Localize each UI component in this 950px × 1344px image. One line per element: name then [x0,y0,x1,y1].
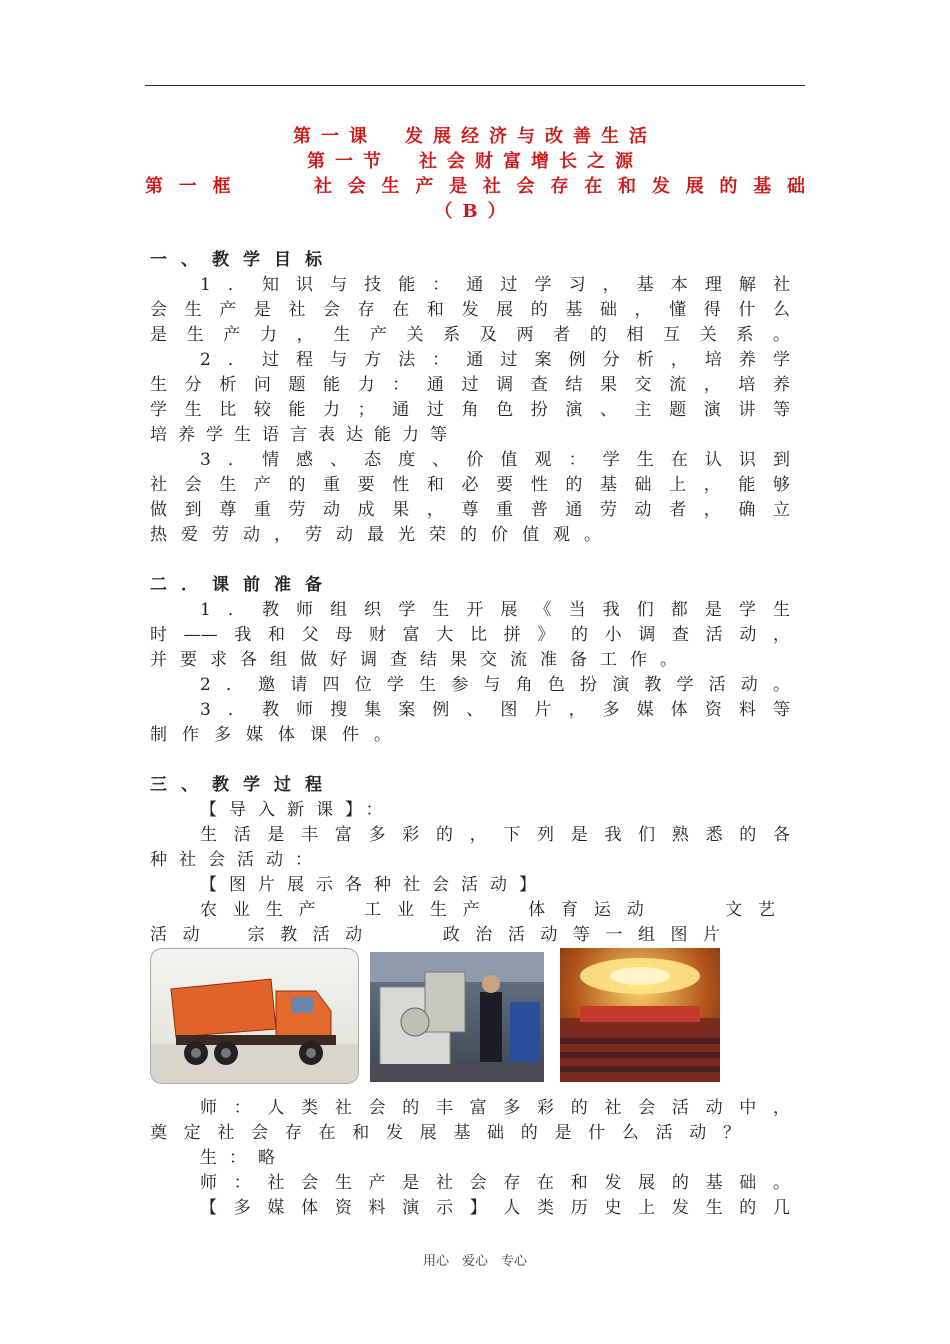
paragraph-line: 时——我和父母财富大比拼》的小调查活动， [150,625,790,645]
paragraph-line: 3．教师搜集案例、图片，多媒体资料等 [200,700,790,720]
paragraph-line: 社会生产的重要性和必要性的基础上，能够 [150,475,790,495]
document-body-continued [150,1096,790,1221]
paragraph-line: 学生比较能力；通过角色扮演、主题演讲等 [150,400,790,420]
page-footer: 用心 爱心 专心 [422,1254,527,1269]
section-heading-preparation: 二．课前准备 [150,575,336,595]
paragraph-line: 【多媒体资料演示】人类历史上发生的几 [200,1198,790,1218]
paragraph-line: 师：社会生产是社会存在和发展的基础。 [200,1173,790,1193]
document-titles [145,124,805,224]
paragraph-line: 农业生产 工业生产 体育运动 文艺 [200,900,775,920]
paragraph-line: 生活是丰富多彩的，下列是我们熟悉的各 [200,825,790,845]
section-heading-process: 三、教学过程 [150,775,336,795]
paragraph-line: 1．教师组织学生开展《当我们都是学生 [200,600,790,620]
paragraph-line: 1．知识与技能：通过学习，基本理解社 [200,275,790,295]
paragraph-line: 是生产力，生产关系及两者的相互关系。 [150,325,790,345]
industrial-machine-image [370,952,544,1082]
paragraph-line: 师：人类社会的丰富多彩的社会活动中， [200,1098,790,1118]
paragraph-line: 并要求各组做好调查结果交流准备工作。 [150,650,690,670]
section-title: 第一节 社会财富增长之源 [307,151,643,172]
paragraph-line: 2．过程与方法：通过案例分析，培养学 [200,350,790,370]
paragraph-line: 3．情感、态度、价值观：学生在认识到 [200,450,790,470]
paragraph-line: 生：略 [200,1148,287,1168]
header-rule [145,85,805,86]
paragraph-line: 热爱劳动，劳动最光荣的价值观。 [150,525,615,545]
paragraph-line: 做到尊重劳动成果，尊重普通劳动者，确立 [150,500,790,520]
dump-truck-image [150,948,359,1084]
version-label: （B） [434,201,516,222]
frame-title: 第一框 社会生产是社会存在和发展的基础 [145,176,805,197]
paragraph-line: 会生产是社会存在和发展的基础，懂得什么 [150,300,790,320]
paragraph-line: 种社会活动： [150,850,324,870]
paragraph-line: 活动 宗教活动 政治活动等一组图片 [150,925,720,945]
paragraph-line: 培养学生语言表达能力等 [150,425,458,445]
document-body [150,248,790,948]
paragraph-line: 奠定社会存在和发展基础的是什么活动？ [150,1123,740,1143]
paragraph-line: 制作多媒体课件。 [150,725,406,745]
activity-pictures [0,948,950,1084]
paragraph-line: 【导入新课】： [200,800,395,820]
paragraph-line: 2．邀请四位学生参与角色扮演教学活动。 [200,675,790,695]
section-heading-goals: 一、教学目标 [150,250,336,270]
assembly-hall-image [560,948,720,1082]
paragraph-line: 生分析问题能力：通过调查结果交流，培养 [150,375,790,395]
lesson-title: 第一课 发展经济与改善生活 [293,126,657,147]
paragraph-line: 【图片展示各种社会活动】 [200,875,548,895]
